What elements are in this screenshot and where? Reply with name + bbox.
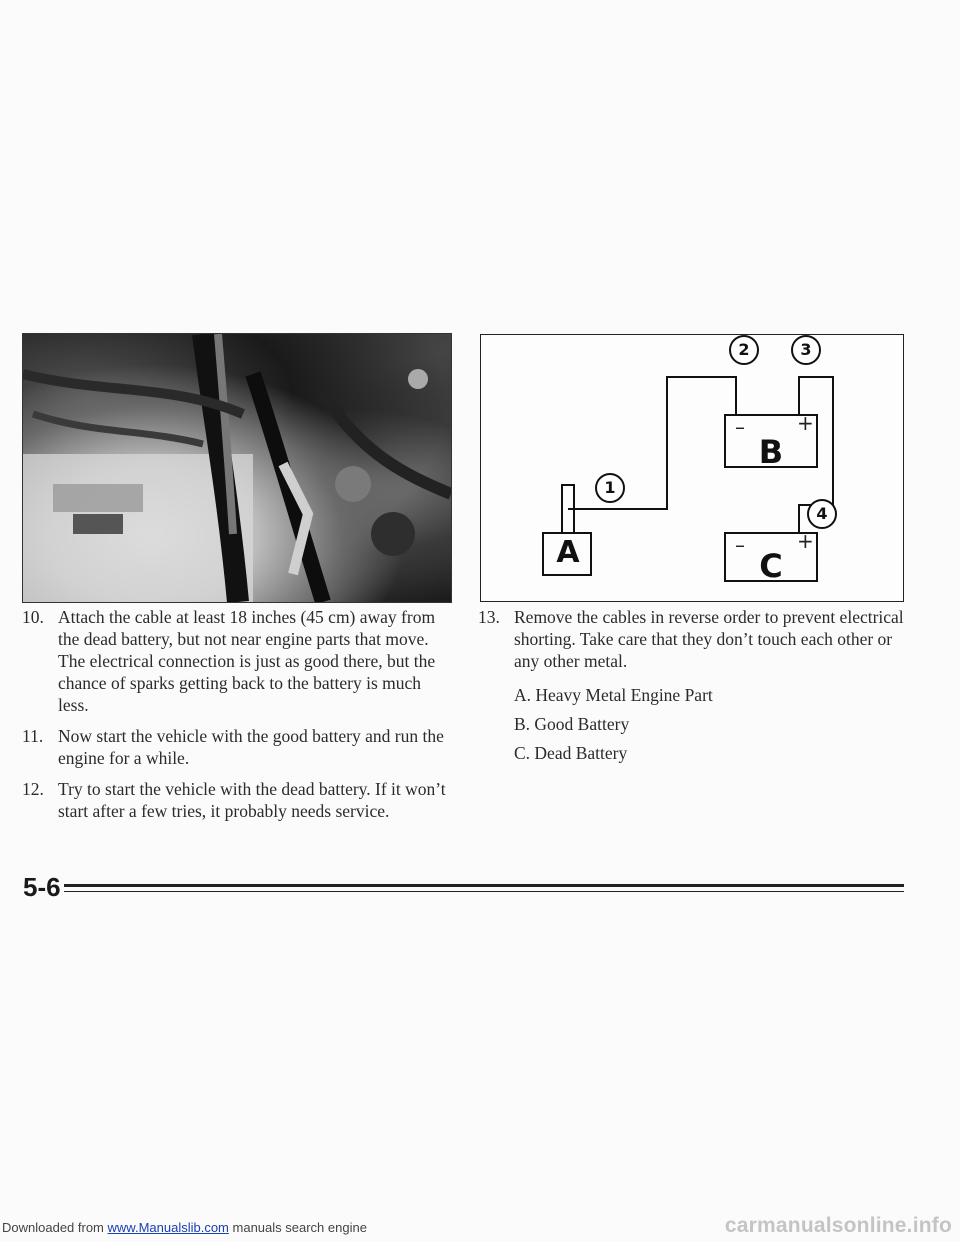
legend-item-a: A. Heavy Metal Engine Part	[514, 685, 713, 705]
callout-2: 2	[729, 335, 759, 365]
page-number: 5-6	[23, 872, 61, 902]
legend-item-c: C. Dead Battery	[514, 743, 628, 763]
manualslib-link[interactable]: www.Manualslib.com	[107, 1220, 229, 1235]
engine-photo	[22, 333, 452, 603]
step-text: Remove the cables in reverse order to prevent electrical shorting. Take care that they don’t touch each other or any other metal.	[514, 607, 904, 671]
jump-start-diagram	[480, 334, 904, 602]
label-c: C	[759, 547, 783, 585]
step-13	[478, 606, 908, 672]
footer-suffix: manuals search engine	[232, 1220, 367, 1235]
engine-photo-art	[23, 334, 451, 602]
step-number: 11.	[22, 726, 44, 746]
battery-b-positive: +	[797, 411, 814, 435]
legend-item-b: B. Good Battery	[514, 714, 630, 734]
callout-3: 3	[791, 335, 821, 365]
footer-rule-thin	[64, 891, 904, 892]
callout-1: 1	[595, 473, 625, 503]
battery-b-negative: –	[735, 415, 745, 439]
step-text: Now start the vehicle with the good battery and run the engine for a while.	[58, 726, 444, 768]
left-column	[22, 603, 454, 831]
step-12	[22, 778, 454, 822]
watermark: carmanualsonline.info	[724, 1214, 952, 1237]
step-11	[22, 725, 454, 769]
battery-c-positive: +	[797, 529, 814, 553]
footer-prefix: Downloaded from	[2, 1220, 104, 1235]
step-number: 13.	[478, 607, 500, 627]
step-text: Attach the cable at least 18 inches (45 cm) away from the dead battery, but not near engine parts that move. The electrical connection is just as good there, but the chance of sparks getting back to the battery is much less.	[58, 607, 436, 715]
step-text: Try to start the vehicle with the dead battery. If it won’t start after a few tries, it probably needs service.	[58, 779, 446, 821]
step-number: 10.	[22, 607, 44, 627]
label-a: A	[556, 535, 580, 570]
label-b: B	[758, 433, 784, 471]
diagram-lines	[481, 335, 903, 601]
callout-4: 4	[807, 499, 837, 529]
right-column	[478, 603, 908, 771]
footer-rule-thick	[64, 884, 904, 887]
step-10	[22, 606, 454, 716]
download-footer	[2, 1220, 367, 1235]
step-number: 12.	[22, 779, 44, 799]
battery-c-negative: –	[735, 533, 745, 557]
